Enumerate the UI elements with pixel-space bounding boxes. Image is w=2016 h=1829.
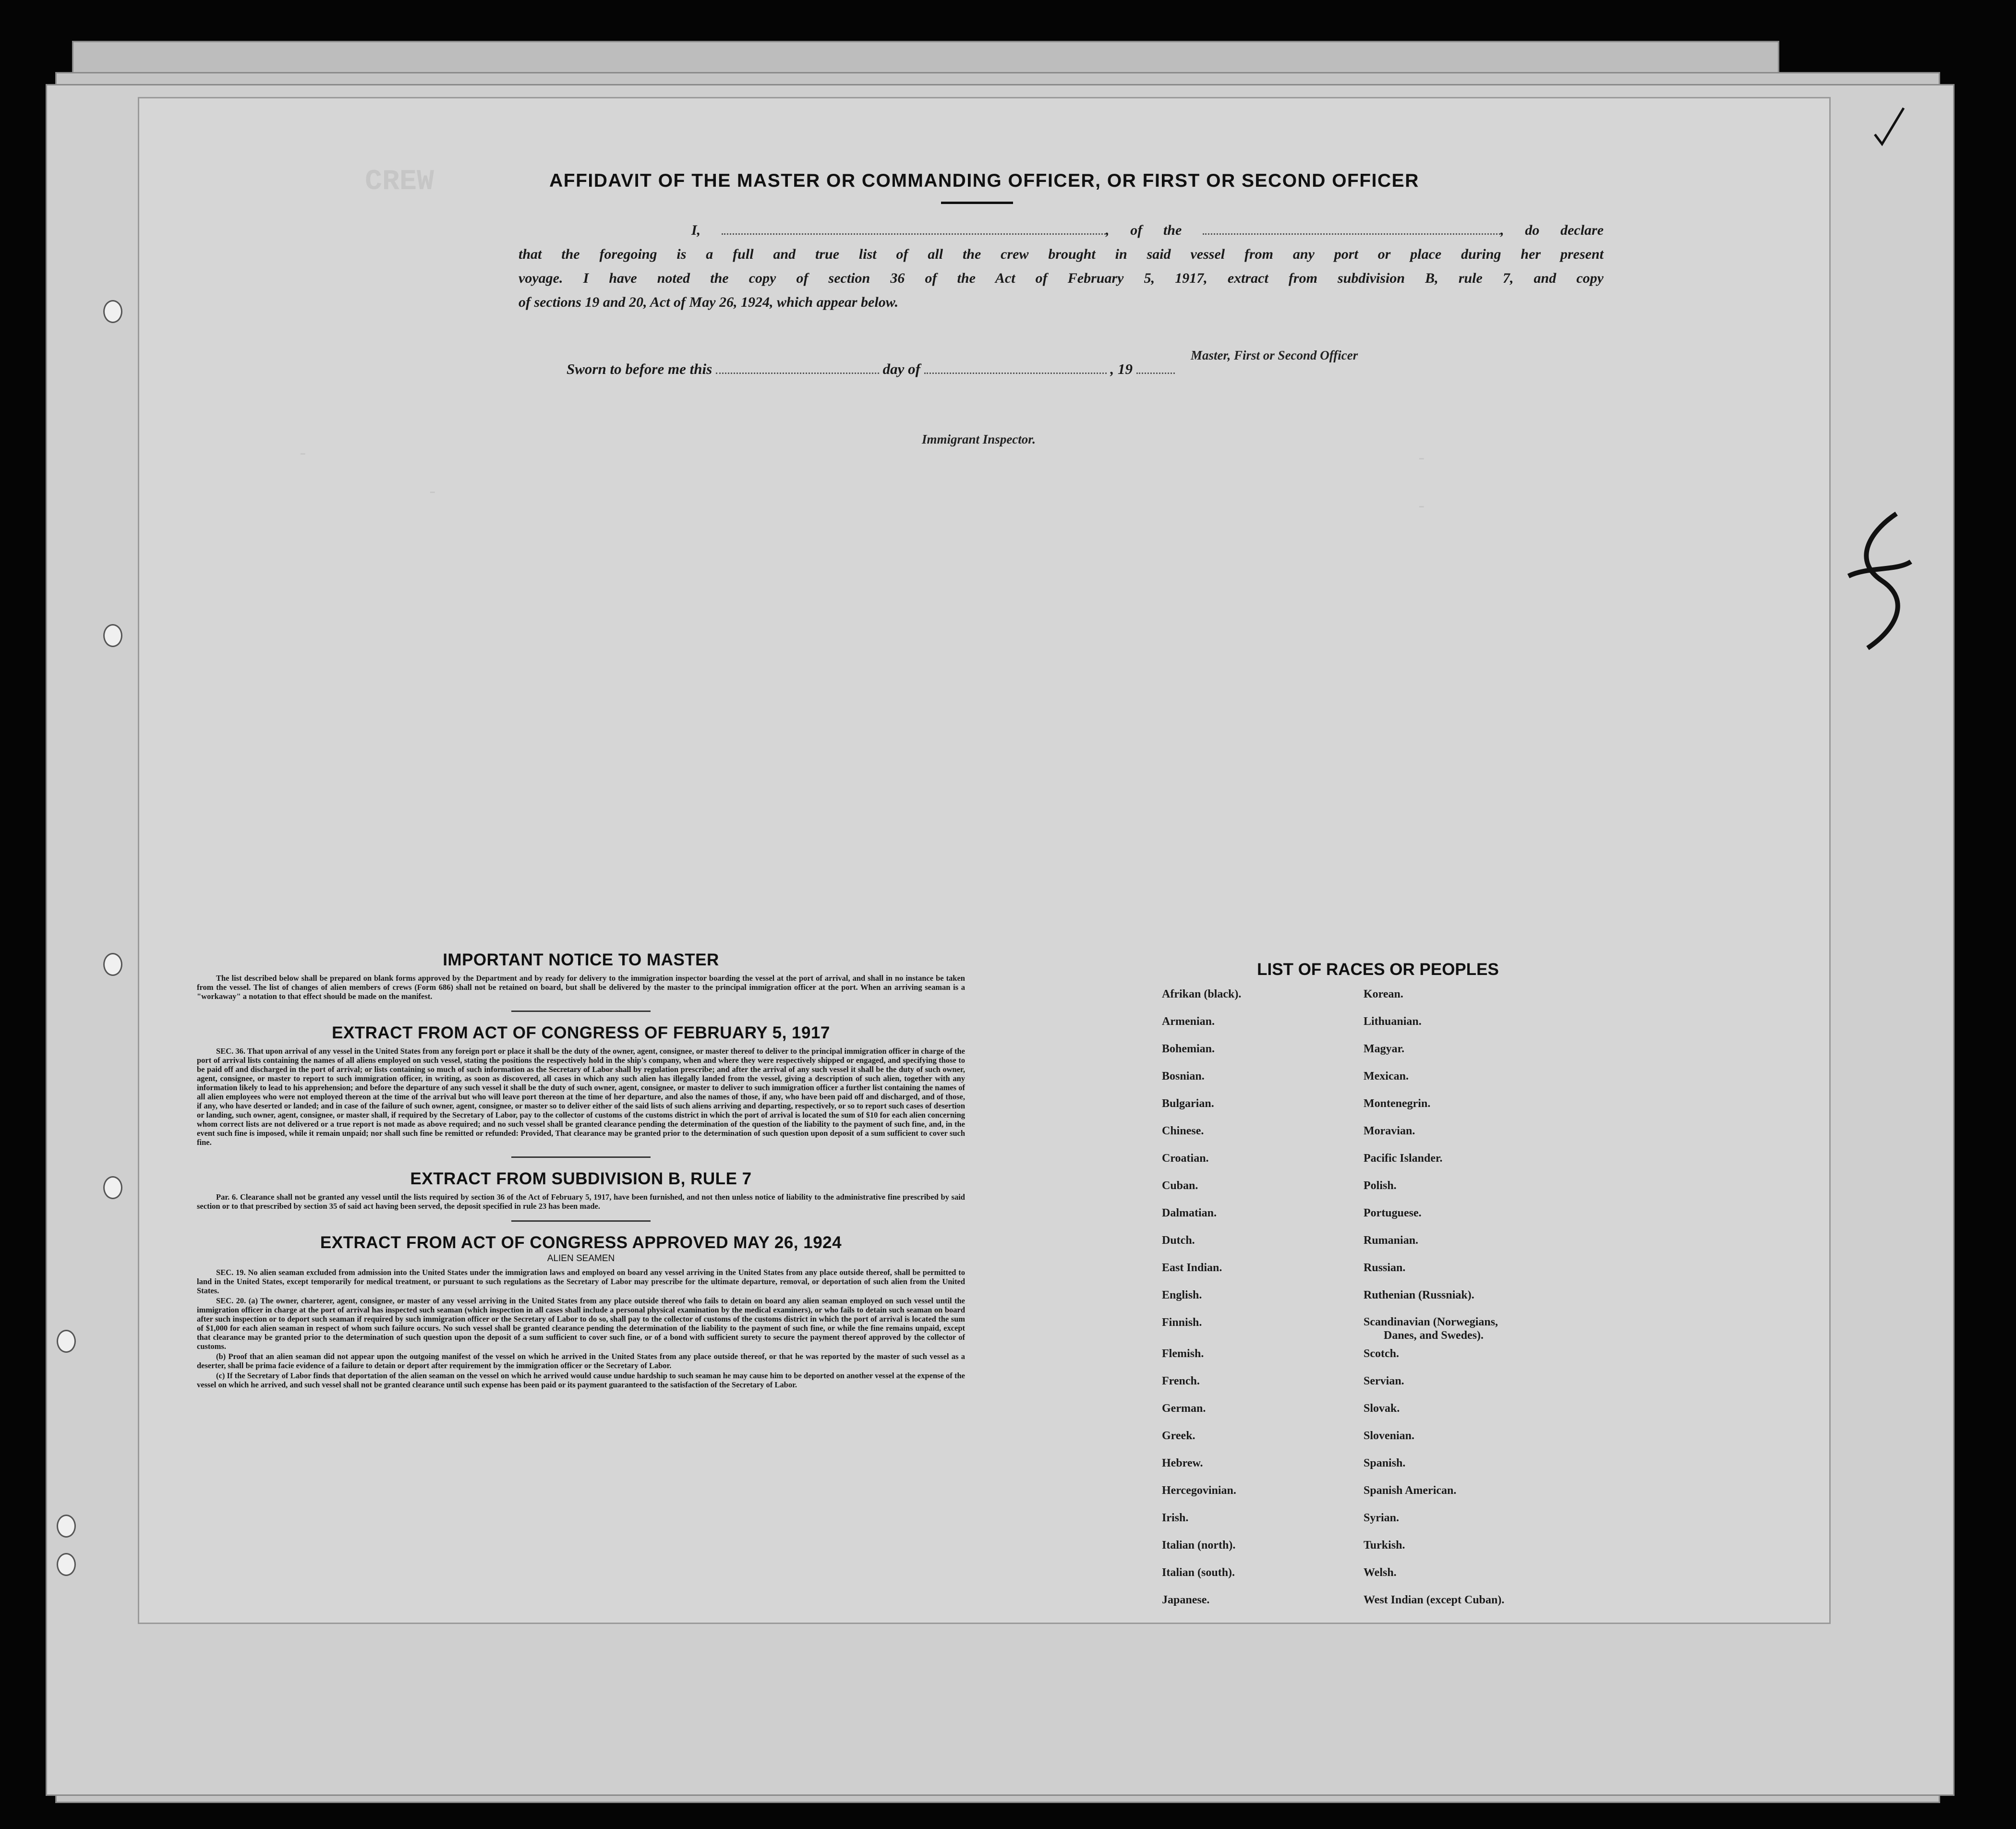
- race-item: Russian.: [1364, 1262, 1406, 1274]
- race-item: Ruthenian (Russniak).: [1364, 1289, 1474, 1301]
- punch-hole: [103, 624, 122, 647]
- extract-rule7-heading: EXTRACT FROM SUBDIVISION B, RULE 7: [410, 1169, 752, 1188]
- race-item: Irish.: [1162, 1512, 1189, 1524]
- section-rule: [511, 1156, 651, 1158]
- race-item: Korean.: [1364, 988, 1403, 1000]
- race-item: Scotch.: [1364, 1348, 1399, 1360]
- race-item: Italian (north).: [1162, 1539, 1236, 1552]
- punch-hole: [57, 1553, 76, 1576]
- race-item: Spanish American.: [1364, 1484, 1457, 1497]
- race-item: Chinese.: [1162, 1125, 1204, 1137]
- race-item: Dutch.: [1162, 1234, 1195, 1247]
- day-of-label: day of: [882, 361, 920, 377]
- race-item: English.: [1162, 1289, 1202, 1301]
- bleed-through: CREW - - - -: [298, 166, 1427, 517]
- punch-hole: [57, 1330, 76, 1353]
- race-item: Polish.: [1364, 1179, 1397, 1192]
- race-item: East Indian.: [1162, 1262, 1222, 1274]
- sworn-row: [567, 360, 1175, 378]
- race-item: Cuban.: [1162, 1179, 1198, 1192]
- notice-text: The list described below shall be prepared on blank forms approved by the Department and by ready for delivery to the immigration inspector boarding the vessel at the port of arrival, and shall in no instance be taken from the vessel. The list of changes of alien members of crews (Form 686) shall not be retained on board, but shall be delivered by the master to the principal immigration officer at the port. When an arriving seaman is a "workaway" a notation to that effect should be made on the manifest.: [197, 974, 965, 1001]
- race-item: Afrikan (black).: [1162, 988, 1242, 1000]
- race-item: German.: [1162, 1402, 1206, 1415]
- race-item: Armenian.: [1162, 1015, 1215, 1028]
- race-item: Slovenian.: [1364, 1430, 1415, 1442]
- race-item: Spanish.: [1364, 1457, 1406, 1469]
- race-item: Flemish.: [1162, 1348, 1204, 1360]
- punch-hole: [103, 953, 122, 976]
- races-title: LIST OF RACES OR PEOPLES: [1257, 960, 1499, 979]
- race-item: Italian (south).: [1162, 1566, 1235, 1579]
- race-item-scandinavian: [1364, 1315, 1594, 1347]
- extract-rule7-text: Par. 6. Clearance shall not be granted any vessel until the lists required by section 36 of the Act of February 5, 1917, have been furnished, and not then unless notice of liability to the administrative fine prescribed by said section or to that prescribed by section 35 of said act having been served, the deposit specified in rule 23 has been made.: [197, 1192, 965, 1211]
- affidavit-line-2: that the foregoing is a full and true list of all the crew brought in said vessel from any port or place during her present: [519, 246, 1604, 262]
- check-mark-icon: [1872, 106, 1906, 149]
- notice-heading: IMPORTANT NOTICE TO MASTER: [443, 951, 719, 969]
- notice-column: [197, 951, 965, 1389]
- affidavit-line-4: of sections 19 and 20, Act of May 26, 1924, which appear below.: [519, 294, 899, 310]
- sworn-label: Sworn to before me this: [567, 361, 712, 377]
- do-declare-label: , do declare: [1500, 222, 1604, 238]
- title-rule: [941, 202, 1013, 204]
- extract-1917-heading: EXTRACT FROM ACT OF CONGRESS OF FEBRUARY 5, 1917: [332, 1023, 830, 1042]
- punch-hole: [57, 1515, 76, 1538]
- race-item: Croatian.: [1162, 1152, 1209, 1165]
- extract-1924-sec19: SEC. 19. No alien seaman excluded from admission into the United States under the immigration laws and employed on board any vessel arriving in the United States from any place outside thereof, shall be permitted to land in the United States, except temporarily for medical treatment, or pursuant to such regulations as the Secretary of Labor may prescribe for the ultimate departure, removal, or deportation of such alien from the United States.: [197, 1268, 965, 1295]
- race-item: Bohemian.: [1162, 1043, 1215, 1055]
- inspector-label: Immigrant Inspector.: [922, 432, 1036, 446]
- race-item: Portuguese.: [1364, 1207, 1422, 1219]
- year-label: , 19: [1110, 361, 1133, 377]
- i-label: I,: [691, 222, 701, 238]
- race-item: Rumanian.: [1364, 1234, 1419, 1247]
- races-left-column: [1162, 987, 1364, 1620]
- race-item: Dalmatian.: [1162, 1207, 1217, 1219]
- sworn-day-field[interactable]: [716, 360, 879, 374]
- punch-hole: [103, 300, 122, 323]
- race-item: Slovak.: [1364, 1402, 1400, 1415]
- affidavit-line-3: voyage. I have noted the copy of section 36 of the Act of February 5, 1917, extract from subdivision B, rule 7, and copy: [519, 270, 1604, 286]
- race-item: Magyar.: [1364, 1043, 1405, 1055]
- race-item: Hercegovinian.: [1162, 1484, 1236, 1497]
- race-item: Mexican.: [1364, 1070, 1409, 1083]
- extract-1924-subheading: ALIEN SEAMEN: [547, 1253, 615, 1263]
- race-item: Turkish.: [1364, 1539, 1405, 1552]
- extract-1924-sec20c: (c) If the Secretary of Labor finds that deportation of the alien seaman on the vessel on which he arrived would cause undue hardship to such seaman he may cause him to be deported on another vessel at the expense of the vessel on which he arrived, and such vessel shall not be granted clearance until such expense has been paid or its payment guaranteed to the satisfaction of the Secretary of Labor.: [197, 1371, 965, 1389]
- section-rule: [511, 1011, 651, 1012]
- race-item: West Indian (except Cuban).: [1364, 1594, 1505, 1606]
- form-title: AFFIDAVIT OF THE MASTER OR COMMANDING OFFICER, OR FIRST OR SECOND OFFICER: [549, 170, 1419, 191]
- punch-hole: [103, 1176, 122, 1199]
- race-item: Welsh.: [1364, 1566, 1397, 1579]
- races-right-column: [1364, 987, 1594, 1620]
- name-field[interactable]: [722, 221, 1106, 235]
- race-item: French.: [1162, 1375, 1200, 1387]
- extract-1917-text: SEC. 36. That upon arrival of any vessel in the United States from any foreign port or place it shall be the duty of the owner, agent, consignee, or master thereof to deliver to the principal immigration officer in charge of the port of arrival lists containing the names of all aliens employed on such vessel, stating the positions the respectively hold in the ship's company, when and where they were respectively shipped or engaged, and specifying those to be paid off and discharged in the port of arrival; or lists containing so much of such information as the Secretary of Labor shall by regulation prescribe; and after the arrival of any such vessel it shall be the duty of such owner, agent, consignee, or master to report to such immigration officer, in writing, as soon as discovered, all cases in which any such alien has illegally landed from the vessel, giving a description of such alien, together with any information likely to lead to his apprehension; and before the departure of any such vessel it shall be the duty of such owner, agent, consignee, or master to deliver to such immigration officer a further list containing the names of all alien employees who were not employed thereon at the time of the arrival but who will leave port thereon at the time of her departure, and also the names of those, if any, who have been paid off and discharged, and of those, if any, who have deserted or landed; and in case of the failure of such owner, agent, consignee, or master so to deliver either of the said lists of such aliens arriving and departing, respectively, or so to report such cases of desertion or landing, such owner, agent, consignee, or master shall, if required by the Secretary of Labor, pay to the collector of customs of the customs district in which the port of arrival is located the sum of $10 for each alien concerning whom correct lists are not delivered or a true report is not made as above required; and no such vessel shall be granted clearance pending the determination of the question of the liability to the payment of such fine, and, in the event such fine is imposed, while it remain unpaid; nor shall such fine be remitted or refunded: Provided, That clearance may be granted prior to the determination of such question upon deposit of a sum sufficient to cover such fine.: [197, 1047, 965, 1147]
- races-column: [1162, 960, 1594, 1620]
- affidavit-text: [519, 218, 1604, 314]
- race-item: Japanese.: [1162, 1594, 1210, 1606]
- race-item: Greek.: [1162, 1430, 1195, 1442]
- race-item: Syrian.: [1364, 1512, 1400, 1524]
- sworn-month-field[interactable]: [924, 360, 1107, 374]
- race-item: Pacific Islander.: [1364, 1152, 1443, 1165]
- race-item: Lithuanian.: [1364, 1015, 1422, 1028]
- race-item: Bulgarian.: [1162, 1097, 1214, 1110]
- race-item: Bosnian.: [1162, 1070, 1205, 1083]
- race-item: Moravian.: [1364, 1125, 1415, 1137]
- sworn-year-field[interactable]: [1136, 360, 1175, 374]
- extract-1924-heading: EXTRACT FROM ACT OF CONGRESS APPROVED MAY 26, 1924: [320, 1233, 842, 1252]
- race-item: Servian.: [1364, 1375, 1404, 1387]
- race-item: Finnish.: [1162, 1316, 1202, 1329]
- races-list: [1162, 987, 1594, 1620]
- section-rule: [511, 1220, 651, 1222]
- race-item-scandinavian-line2: Danes, and Swedes).: [1384, 1329, 1484, 1342]
- extract-1924-sec20b: (b) Proof that an alien seaman did not appear upon the outgoing manifest of the vessel on which he arrived in the United States from any place outside thereof, or that he was reported by the master of such vessel as a deserter, shall be prima facie evidence of a failure to detain or deport after requirement by the immigration officer or the Secretary of Labor.: [197, 1352, 965, 1370]
- race-item-scandinavian-line1: Scandinavian (Norwegians,: [1364, 1316, 1498, 1328]
- of-the-label: , of the: [1105, 222, 1182, 238]
- affidavit-line-1: [519, 218, 1604, 242]
- race-item: Hebrew.: [1162, 1457, 1203, 1469]
- vessel-field[interactable]: [1203, 221, 1500, 235]
- handwritten-mark-icon: [1839, 504, 1916, 667]
- extract-1924-sec20a: SEC. 20. (a) The owner, charterer, agent, consignee, or master of any vessel arriving in the United States from any place outside thereof who fails to detain on board any alien seaman employed on such vessel until the immigration officer in charge at the port of arrival has inspected such seaman (which inspection in all cases shall include a personal physical examination by the medical examiners), or who fails to detain such seaman on board after such inspection or to deport such seaman if required by such immigration officer or the Secretary of Labor to do so, shall pay to the collector of customs of the customs district in which the port of arrival is located the sum of $1,000 for each alien seaman in respect of whom such failure occurs. No such vessel shall be granted clearance pending the determination of the liability to the payment of such fine, or while the fine remains unpaid, except that clearance may be granted prior to the determination of such question upon the deposit of a sum sufficient to cover such fine, or of a bond with sufficient surety to secure the payment thereof approved by the collector of customs.: [197, 1296, 965, 1351]
- master-signature-label: Master, First or Second Officer: [1191, 348, 1358, 362]
- form-page: [139, 98, 1829, 1623]
- race-item: Montenegrin.: [1364, 1097, 1431, 1110]
